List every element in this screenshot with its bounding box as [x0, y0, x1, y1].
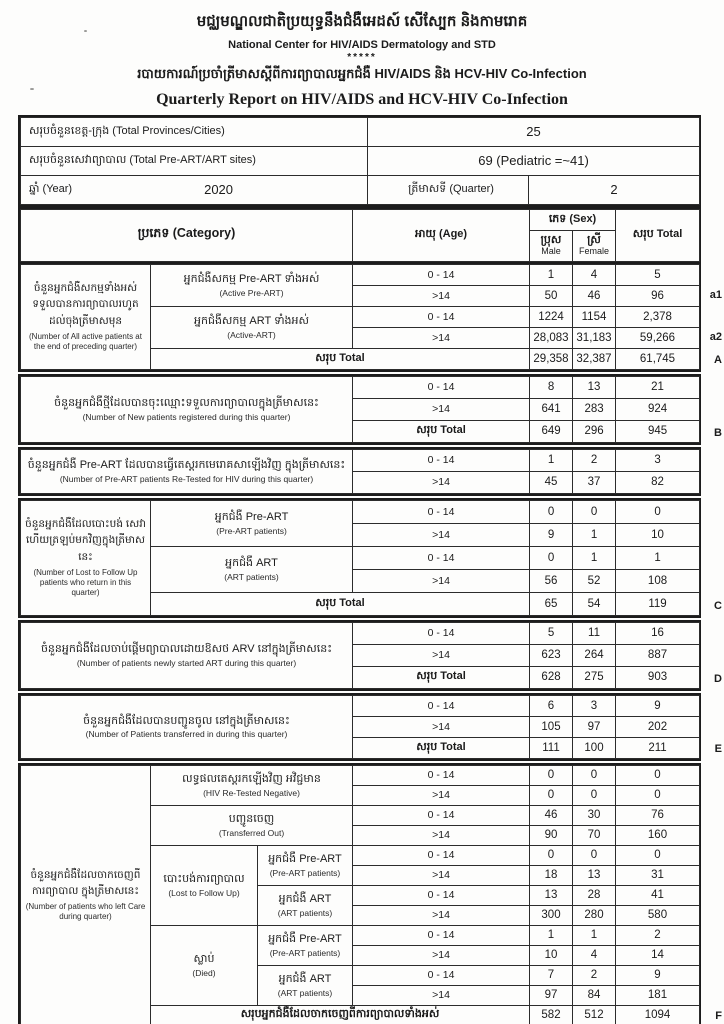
female-value: 1: [573, 523, 616, 546]
male-value: 623: [530, 644, 573, 666]
age-cell: >14: [353, 523, 530, 546]
summary-table: [20, 117, 700, 205]
group-label-english: (HIV Re-Tested Negative): [203, 787, 300, 798]
female-value: 264: [573, 644, 616, 666]
total-value: 580: [616, 905, 700, 925]
age-cell: 0 - 14: [353, 845, 530, 865]
retested-table: [20, 449, 700, 494]
age-cell: 0 - 14: [353, 546, 530, 569]
transferred-in-table: [20, 695, 700, 759]
section-label-khmer: ចំនួនអ្នកជំងឺដែលបានបញ្ជូនចូល នៅក្នុងត្រីមាសនេះ: [83, 714, 290, 727]
total-row-label: សរុប Total: [151, 592, 530, 615]
male-total: 628: [530, 666, 573, 688]
section-label-khmer: ចំនួនអ្នកជំងឺដែលចាប់ផ្តើមព្យាបាលដោយឱសថ ARV នៅក្នុងត្រីមាសនេះ: [40, 643, 333, 656]
female-value: 283: [573, 398, 616, 420]
group-label-khmer: អ្នកជំងឺ Pre-ART: [214, 511, 289, 524]
year-label: ឆ្នាំ (Year): [29, 182, 73, 195]
total-value: 2,378: [616, 306, 700, 327]
sub-label-english: (Pre-ART patients): [269, 867, 341, 878]
sub-label-khmer: អ្នកជំងឺ Pre-ART: [268, 853, 342, 866]
age-cell: >14: [353, 865, 530, 885]
female-value: 31,183: [573, 327, 616, 348]
column-header-age: អាយុ (Age): [353, 209, 530, 261]
group-label-cell: [151, 546, 353, 592]
section-label-english: (Number of Pre-ART patients Re-Tested for HIV during this quarter): [59, 473, 314, 484]
total-value: 0: [616, 845, 700, 865]
female-total: 54: [573, 592, 616, 615]
group-label-english: (Active Pre-ART): [219, 287, 284, 298]
total-value: 5: [616, 264, 700, 285]
section-label-khmer: ចំនួនអ្នកជំងឺសកម្មទាំងអស់ ទទួលបានការព្យាបាលរហូត ដល់ចុងត្រីមាសមុន: [32, 282, 139, 327]
section-left-care: [18, 763, 722, 1024]
female-value: 4: [573, 264, 616, 285]
section-label-cell: [21, 449, 353, 493]
margin-tag-a2: a2: [709, 330, 722, 343]
grand-total: 211: [616, 737, 700, 758]
group-label-cell: [151, 306, 353, 348]
left-care-table: [20, 765, 700, 1024]
org-name-english: National Center for HIV/AIDS Dermatology and STD: [228, 38, 496, 51]
female-value: 0: [573, 500, 616, 523]
female-total: 32,387: [573, 348, 616, 369]
female-value: 280: [573, 905, 616, 925]
age-cell: >14: [353, 945, 530, 965]
group-label-khmer: អ្នកជំងឺសកម្ម ART ទាំងអស់: [194, 315, 309, 328]
sub-label-cell: [258, 925, 353, 965]
age-cell: >14: [353, 285, 530, 306]
age-cell: 0 - 14: [353, 500, 530, 523]
female-value: 70: [573, 825, 616, 845]
grand-total: 945: [616, 420, 700, 442]
male-value: 0: [530, 785, 573, 805]
female-value: 1: [573, 546, 616, 569]
total-value: 0: [616, 765, 700, 785]
title-khmer: មជ្ឈមណ្ឌលជាតិប្រយុទ្ធនឹងជំងឺអេដស៍ សើស្បែក និងកាមរោគ: [196, 13, 528, 30]
document-header: [0, 0, 724, 109]
age-cell: >14: [353, 785, 530, 805]
section-label-cell: [21, 264, 151, 369]
grand-total: 1094: [616, 1005, 700, 1024]
total-value: 3: [616, 449, 700, 471]
male-total: 649: [530, 420, 573, 442]
female-value: 52: [573, 569, 616, 592]
group-label-khmer: អ្នកជំងឺសកម្ម Pre-ART ទាំងអស់: [183, 273, 320, 286]
female-value: 0: [573, 785, 616, 805]
male-value: 13: [530, 885, 573, 905]
mid-label-khmer: ស្លាប់: [193, 953, 215, 966]
age-cell: 0 - 14: [353, 376, 530, 398]
group-label-cell: [151, 500, 353, 546]
female-value: 1: [573, 925, 616, 945]
male-value: 1: [530, 925, 573, 945]
grand-total: 119: [616, 592, 700, 615]
total-value: 21: [616, 376, 700, 398]
age-cell: 0 - 14: [353, 805, 530, 825]
section-label-khmer: ចំនួនអ្នកជំងឺថ្មីដែលបានចុះឈ្មោះទទួលការព្យាបាលក្នុងត្រីមាសនេះ: [54, 397, 319, 410]
group-label-cell: [151, 264, 353, 306]
male-total: 111: [530, 737, 573, 758]
year-cell: [21, 175, 368, 204]
report-title-english: Quarterly Report on HIV/AIDS and HCV-HIV Co-Infection: [156, 90, 568, 108]
female-value: 46: [573, 285, 616, 306]
mid-label-english: (Died): [192, 967, 216, 978]
provinces-value-cell: 25: [368, 117, 700, 146]
section-label-cell: [21, 695, 353, 758]
total-value: 1: [616, 546, 700, 569]
active-patients-table: [20, 264, 700, 370]
section-newly-started-art: [18, 620, 722, 691]
female-value: 13: [573, 865, 616, 885]
total-value: 14: [616, 945, 700, 965]
year-value: 2020: [204, 182, 234, 197]
total-value: 82: [616, 471, 700, 493]
sub-label-english: (ART patients): [277, 987, 333, 998]
sub-label-khmer: អ្នកជំងឺ ART: [278, 973, 332, 986]
section-label-english: (Number of patients who left Care during quarter): [25, 902, 146, 922]
mid-label-english: (Lost to Follow Up): [168, 887, 240, 898]
female-value: 0: [573, 845, 616, 865]
male-value: 0: [530, 845, 573, 865]
total-value: 10: [616, 523, 700, 546]
margin-tag-F: F: [715, 1009, 722, 1022]
group-label-khmer: បញ្ជូនចេញ: [228, 813, 275, 826]
female-value: 13: [573, 376, 616, 398]
male-value: 9: [530, 523, 573, 546]
male-value: 0: [530, 546, 573, 569]
section-label-english: (Number of Lost to Follow Up patients who return in this quarter): [33, 567, 138, 597]
age-cell: 0 - 14: [353, 765, 530, 785]
female-value: 30: [573, 805, 616, 825]
grand-total: 903: [616, 666, 700, 688]
total-value: 9: [616, 695, 700, 716]
column-header-male: [530, 230, 573, 261]
stars-divider: *****: [347, 51, 377, 63]
male-value: 1224: [530, 306, 573, 327]
section-label-cell: [21, 765, 151, 1024]
group-label-khmer: អ្នកជំងឺ ART: [225, 557, 278, 570]
margin-tag-B: B: [714, 426, 722, 439]
total-value: 924: [616, 398, 700, 420]
section-label-english: (Number of All active patients at the end of preceding quarter): [29, 331, 142, 351]
male-value: 28,083: [530, 327, 573, 348]
female-value: 37: [573, 471, 616, 493]
scan-speck: [84, 30, 87, 32]
section-active-patients: [18, 262, 722, 372]
newly-started-art-table: [20, 622, 700, 689]
age-cell: >14: [353, 825, 530, 845]
male-english: Male: [541, 246, 561, 257]
age-cell: 0 - 14: [353, 925, 530, 945]
male-total: 582: [530, 1005, 573, 1024]
male-value: 90: [530, 825, 573, 845]
total-value: 0: [616, 785, 700, 805]
margin-tag-C: C: [714, 599, 722, 612]
total-value: 96: [616, 285, 700, 306]
margin-tag-A: A: [714, 353, 722, 366]
column-header-sex: ភេទ (Sex): [530, 209, 616, 230]
male-value: 0: [530, 765, 573, 785]
section-transferred-in: [18, 693, 722, 761]
table-header-block: [18, 207, 701, 264]
age-cell: >14: [353, 716, 530, 737]
total-row-label: សរុប Total: [353, 420, 530, 442]
new-patients-table: [20, 376, 700, 443]
quarter-label-cell: ត្រីមាសទី (Quarter): [368, 175, 529, 204]
margin-tag-D: D: [714, 672, 722, 685]
total-value: 59,266: [616, 327, 700, 348]
male-value: 0: [530, 500, 573, 523]
group-label-english: (Pre-ART patients): [216, 525, 287, 536]
mid-label-cell: [151, 845, 258, 925]
female-value: 2: [573, 449, 616, 471]
sub-label-cell: [258, 845, 353, 885]
mid-label-khmer: បោះបង់ការព្យាបាល: [163, 873, 245, 886]
quarter-value-cell: 2: [529, 175, 700, 204]
provinces-label-cell: សរុបចំនួនខេត្ត-ក្រុង (Total Provinces/Cities): [21, 117, 368, 146]
sub-label-english: (Pre-ART patients): [269, 947, 341, 958]
male-value: 50: [530, 285, 573, 306]
total-value: 76: [616, 805, 700, 825]
sub-label-cell: [258, 885, 353, 925]
female-total: 275: [573, 666, 616, 688]
margin-tag-E: E: [714, 742, 722, 755]
margin-tag-a1: a1: [709, 288, 722, 301]
grand-total: 61,745: [616, 348, 700, 369]
age-cell: 0 - 14: [353, 965, 530, 985]
sub-label-khmer: អ្នកជំងឺ ART: [278, 893, 332, 906]
age-cell: 0 - 14: [353, 449, 530, 471]
column-header-table: [20, 209, 700, 262]
male-value: 105: [530, 716, 573, 737]
total-value: 887: [616, 644, 700, 666]
group-label-english: (Active-ART): [227, 329, 276, 340]
male-total: 29,358: [530, 348, 573, 369]
column-header-category: ប្រភេទ (Category): [21, 209, 353, 261]
age-cell: 0 - 14: [353, 264, 530, 285]
female-value: 11: [573, 622, 616, 644]
section-new-patients: [18, 374, 722, 445]
section-label-cell: [21, 622, 353, 688]
sites-label-cell: សរុបចំនួនសេវាព្យាបាល (Total Pre-ART/ART sites): [21, 146, 368, 175]
section-ltfu-return: [18, 498, 722, 618]
male-total: 65: [530, 592, 573, 615]
female-value: 97: [573, 716, 616, 737]
group-label-english: (ART patients): [224, 571, 279, 582]
female-value: 1154: [573, 306, 616, 327]
sites-value-cell: 69 (Pediatric =~41): [368, 146, 700, 175]
group-label-cell: [151, 805, 353, 845]
age-cell: >14: [353, 644, 530, 666]
female-khmer: ស្រី: [587, 233, 601, 246]
age-cell: >14: [353, 985, 530, 1005]
column-header-female: [573, 230, 616, 261]
age-cell: >14: [353, 905, 530, 925]
age-cell: >14: [353, 398, 530, 420]
age-cell: >14: [353, 327, 530, 348]
female-total: 512: [573, 1005, 616, 1024]
age-cell: 0 - 14: [353, 695, 530, 716]
sub-label-khmer: អ្នកជំងឺ Pre-ART: [268, 933, 342, 946]
age-cell: >14: [353, 569, 530, 592]
male-value: 10: [530, 945, 573, 965]
male-value: 45: [530, 471, 573, 493]
section-label-cell: [21, 500, 151, 615]
group-label-cell: [151, 765, 353, 805]
female-value: 28: [573, 885, 616, 905]
female-value: 4: [573, 945, 616, 965]
section-label-english: (Number of Patients transferred in during this quarter): [85, 729, 288, 740]
age-cell: 0 - 14: [353, 306, 530, 327]
total-value: 108: [616, 569, 700, 592]
total-value: 160: [616, 825, 700, 845]
total-row-label: សរុប Total: [353, 737, 530, 758]
total-row-label: សរុប Total: [151, 348, 530, 369]
male-value: 18: [530, 865, 573, 885]
male-value: 97: [530, 985, 573, 1005]
report-body: [18, 115, 722, 1024]
male-value: 56: [530, 569, 573, 592]
male-value: 1: [530, 449, 573, 471]
section-label-khmer: ចំនួនអ្នកជំងឺ Pre-ART ដែលបានធ្វើតេស្តរកមេរោគសាឡើងវិញ ក្នុងត្រីមាសនេះ: [27, 459, 346, 472]
group-label-khmer: លទ្ធផលតេស្តរកឡើងវិញ អវិជ្ជមាន: [182, 773, 321, 786]
total-value: 2: [616, 925, 700, 945]
male-value: 7: [530, 965, 573, 985]
column-header-total: សរុប Total: [616, 209, 700, 261]
female-value: 0: [573, 765, 616, 785]
section-label-khmer: ចំនួនអ្នកជំងឺដែលចាកចេញពី ការព្យាបាល ក្នុងត្រីមាសនេះ: [30, 868, 141, 897]
sub-label-cell: [258, 965, 353, 1005]
male-value: 46: [530, 805, 573, 825]
scan-speck: [30, 88, 34, 90]
total-value: 41: [616, 885, 700, 905]
male-khmer: ប្រុស: [540, 233, 562, 246]
total-value: 0: [616, 500, 700, 523]
male-value: 1: [530, 264, 573, 285]
group-label-english: (Transferred Out): [218, 827, 285, 838]
total-value: 16: [616, 622, 700, 644]
subtitle-khmer: របាយការណ៍ប្រចាំត្រីមាសស្តីពីការព្យាបាលអ្នកជំងឺ HIV/AIDS និង HCV-HIV Co-Infection: [137, 65, 587, 81]
section-label-english: (Number of patients newly started ART during this quarter): [76, 657, 297, 668]
female-value: 84: [573, 985, 616, 1005]
mid-label-cell: [151, 925, 258, 1005]
section-pre-art-retested: [18, 447, 701, 496]
female-english: Female: [579, 246, 610, 257]
female-total: 100: [573, 737, 616, 758]
age-cell: 0 - 14: [353, 885, 530, 905]
male-value: 641: [530, 398, 573, 420]
age-cell: >14: [353, 471, 530, 493]
section-label-english: (Number of New patients registered during this quarter): [82, 411, 291, 422]
total-row-label: សរុបអ្នកជំងឺដែលចាកចេញពីការព្យាបាលទាំងអស់: [151, 1005, 530, 1024]
female-value: 3: [573, 695, 616, 716]
total-value: 9: [616, 965, 700, 985]
summary-block: [18, 115, 701, 207]
total-row-label: សរុប Total: [353, 666, 530, 688]
section-label-khmer: ចំនួនអ្នកជំងឺដែលបោះបង់ សេវា ហើយត្រឡប់មកវិញក្នុងត្រីមាសនេះ: [25, 518, 146, 563]
male-value: 6: [530, 695, 573, 716]
male-value: 300: [530, 905, 573, 925]
total-value: 202: [616, 716, 700, 737]
female-value: 2: [573, 965, 616, 985]
sub-label-english: (ART patients): [277, 907, 333, 918]
ltfu-return-table: [20, 500, 700, 616]
male-value: 5: [530, 622, 573, 644]
female-total: 296: [573, 420, 616, 442]
total-value: 181: [616, 985, 700, 1005]
age-cell: 0 - 14: [353, 622, 530, 644]
total-value: 31: [616, 865, 700, 885]
male-value: 8: [530, 376, 573, 398]
section-label-cell: [21, 376, 353, 442]
